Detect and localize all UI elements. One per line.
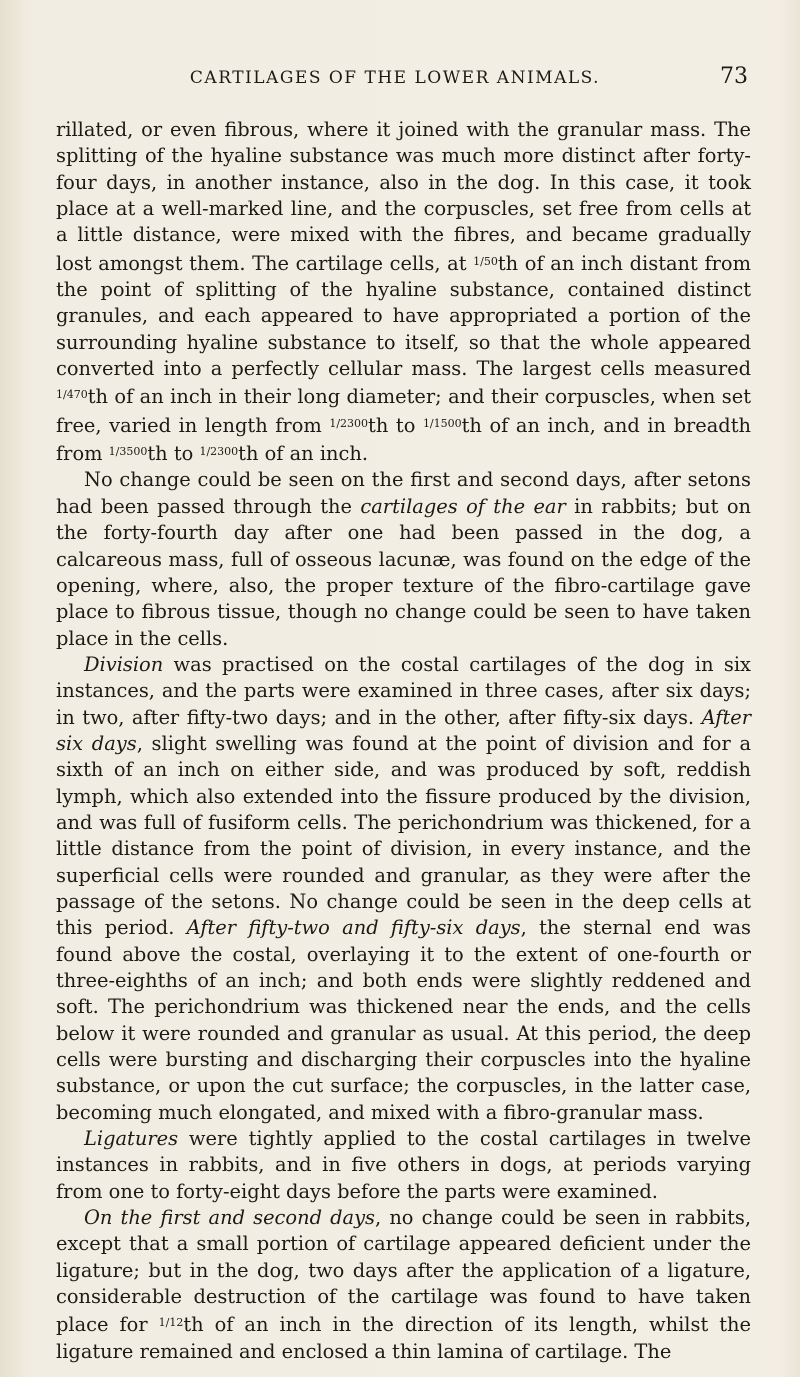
fraction: 1/50 [473, 254, 498, 268]
page-header [42, 64, 748, 96]
text-run: , slight swelling was found at the point of division and for a sixth of an inch on either side, and was produced by soft, reddish lymph, which also extended into the fissure produced by the division, and was full of fusiform cells. The perichondrium was thickened, for a little distance from the point of division, in every instance, and the superficial cells were rounded and granular, as they were after the passage of the setons. No change could be seen in the deep cells at this period. [56, 731, 752, 940]
text-run: th to [368, 413, 423, 437]
text-run: th of an inch. [238, 442, 369, 466]
fraction: 1/470 [56, 388, 88, 402]
paragraph-3 [56, 652, 751, 1126]
body-text [56, 117, 751, 1365]
text-run: was practised on the costal cartilages of the dog in six instances, and the parts were examined in three cases, after six days; in two, after fifty-two days; and in the other, after fifty-six days. [56, 652, 751, 729]
paragraph-2 [56, 467, 751, 651]
italic-phrase: Division [84, 652, 164, 676]
text-run: rillated, or even fibrous, where it joined with the granular mass. The splitting of the hyaline substance was much more distinct after forty-four days, in another instance, also in the dog. In this case, it took place at a well-marked line, and the corpuscles, set free from cells at a little distance, were mixed with the fibres, and became gradually lost amongst them. The cartilage cells, at [56, 118, 751, 275]
running-head: CARTILAGES OF THE LOWER ANIMALS. [189, 68, 601, 88]
text-run: were tightly applied to the costal cartilages in twelve instances in rabbits, and in five others in dogs, at periods varying from one to forty-eight days before the parts were examined. [56, 1127, 751, 1203]
italic-phrase: On the first and second days [84, 1206, 376, 1230]
text-run: th of an inch in the direction of its length, whilst the ligature remained and enclosed a thin lamina of cartilage. The [56, 1313, 751, 1363]
text-run: No change could be seen on the first and second days, after setons had been passed through the [56, 468, 751, 518]
paragraph-4 [56, 1126, 751, 1205]
italic-phrase: After fifty-two and fifty-six days [186, 916, 521, 940]
fraction: 1/2300 [329, 416, 369, 430]
fraction: 1/1500 [422, 416, 462, 430]
text-run: , no change could be seen in rabbits, except that a small portion of cartilage appeared deficient under the ligature; but in the dog, two days after the application of a ligature, considerable destruction of the cartilage was found to have taken place for [56, 1206, 751, 1337]
text-run: th of an inch distant from the point of splitting of the hyaline substance, contained distinct granules, and each appeared to have appropriated a portion of the surrounding hyaline substance to itself, so that the whole appeared converted into a perfectly cellular mass. The largest cells measured [56, 251, 751, 381]
text-run: th of an inch in their long diameter; and their corpuscles, when set free, varied in length from [56, 385, 751, 437]
fraction: 1/3500 [108, 445, 148, 459]
text-run: in rabbits; but on the forty-fourth day after one had been passed in the dog, a calcareous mass, full of osseous lacunæ, was found on the edge of the opening, where, also, the proper texture of the fibro-cartilage gave place to fibrous tissue, though no change could be seen to have taken place in the cells. [56, 494, 751, 650]
italic-phrase: Ligatures [84, 1127, 179, 1151]
text-run: , the sternal end was found above the costal, overlaying it to the extent of one-fourth or three-eighths of an inch; and both ends were slightly reddened and soft. The perichondrium was thickened near the ends, and the cells below it were rounded and granular as usual. At this period, the deep cells were bursting and discharging their corpuscles into the hyaline substance, or upon the cut surface; the corpuscles, in the latter case, becoming much elongated, and mixed with a fibro-granular mass. [56, 916, 751, 1124]
fraction: 1/2300 [199, 445, 239, 459]
paragraph-5 [56, 1205, 751, 1365]
italic-phrase: cartilages of the ear [360, 494, 566, 518]
italic-phrase: After six days [56, 705, 751, 755]
fraction: 1/12 [158, 1316, 184, 1330]
page-number: 73 [720, 64, 748, 89]
text-run: th of an inch, and in breadth from [56, 413, 751, 466]
text-run: th to [147, 442, 200, 466]
paragraph-1 [56, 117, 751, 467]
